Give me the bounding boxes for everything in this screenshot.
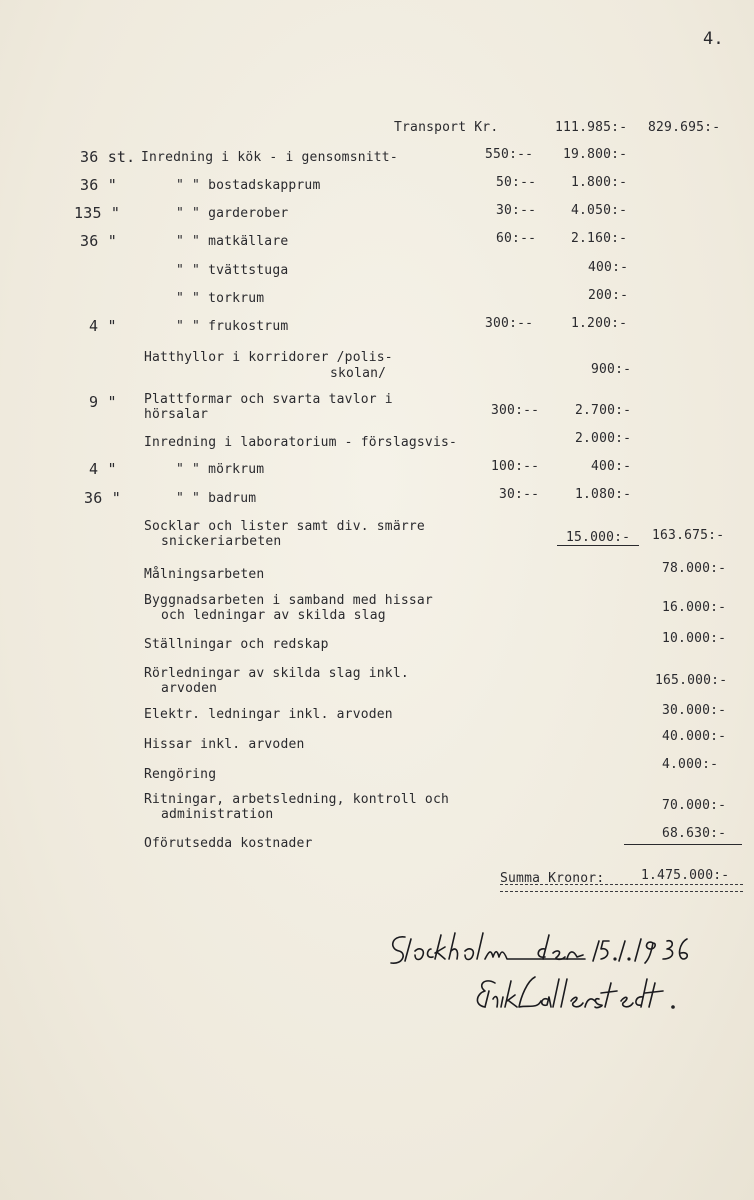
morkrum-sub: 400:-: [591, 459, 632, 474]
row-unit-price: 550:--: [485, 147, 534, 162]
cost-item-amount: 78.000:-: [662, 561, 727, 576]
row-quantity: 135 ": [74, 204, 121, 222]
plattformar-unit: 300:--: [491, 403, 540, 418]
socklar-line1: Socklar och lister samt div. smärre: [144, 519, 425, 534]
row-description: " " garderober: [176, 206, 289, 221]
cost-item-label: Byggnadsarbeten i samband med hissar: [144, 593, 433, 608]
row-subtotal: 1.200:-: [571, 316, 628, 331]
row-unit-price: 300:--: [485, 316, 534, 331]
cost-item-amount: 4.000:-: [662, 757, 719, 772]
cost-item-amount: 70.000:-: [662, 798, 727, 813]
page-number: 4.: [703, 29, 724, 49]
cost-item-label: Ställningar och redskap: [144, 637, 329, 652]
row-subtotal: 4.050:-: [571, 203, 628, 218]
row-unit-price: 50:--: [496, 175, 537, 190]
row-quantity: 4 ": [89, 317, 117, 335]
socklar-underline: [557, 545, 639, 546]
socklar-sub: 15.000:-: [566, 530, 631, 545]
cost-item-label: Ritningar, arbetsledning, kontroll och: [144, 792, 450, 807]
row-quantity: 36 ": [80, 232, 117, 250]
morkrum-unit: 100:--: [491, 459, 540, 474]
cost-item-amount: 68.630:-: [662, 826, 727, 841]
transport-subtotal: 111.985:-: [555, 120, 628, 135]
row-subtotal: 1.800:-: [571, 175, 628, 190]
row-description: " " torkrum: [176, 291, 265, 306]
morkrum-qty: 4 ": [89, 460, 117, 478]
socklar-line2: snickeriarbeten: [161, 534, 282, 549]
cost-item-label: Rörledningar av skilda slag inkl.: [144, 666, 409, 681]
cost-item-label: Hissar inkl. arvoden: [144, 737, 305, 752]
row-description: Inredning i kök - i gensomsnitt-: [141, 150, 398, 165]
cost-item-label: Elektr. ledningar inkl. arvoden: [144, 707, 393, 722]
morkrum-desc: " " mörkrum: [176, 462, 265, 477]
transport-label: Transport Kr.: [394, 120, 499, 135]
row-quantity: 36 ": [80, 176, 117, 194]
summa-value: 1.475.000:-: [641, 868, 730, 883]
row-description: " " frukostrum: [176, 319, 289, 334]
transport-total: 829.695:-: [648, 120, 721, 135]
hatthyllor-line1: Hatthyllor i korridorer /polis-: [144, 350, 393, 365]
badrum-sub: 1.080:-: [575, 487, 632, 502]
row-description: " " bostadskapprum: [176, 178, 321, 193]
row-unit-price: 60:--: [496, 231, 537, 246]
cost-item-amount: 10.000:-: [662, 631, 727, 646]
row-subtotal: 2.160:-: [571, 231, 628, 246]
plattformar-line2: hörsalar: [144, 407, 209, 422]
cost-item-label-cont: administration: [161, 807, 274, 822]
cost-item-label-cont: arvoden: [161, 681, 218, 696]
badrum-unit: 30:--: [499, 487, 540, 502]
badrum-qty: 36 ": [84, 489, 121, 507]
badrum-desc: " " badrum: [176, 491, 257, 506]
row-subtotal: 19.800:-: [563, 147, 628, 162]
plattformar-line1: Plattformar och svarta tavlor i: [144, 392, 393, 407]
socklar-total: 163.675:-: [652, 528, 725, 543]
total-underline: [624, 844, 742, 845]
cost-item-amount: 30.000:-: [662, 703, 727, 718]
summa-double-rule: [500, 884, 743, 892]
row-subtotal: 200:-: [588, 288, 629, 303]
cost-item-amount: 40.000:-: [662, 729, 727, 744]
cost-item-amount: 165.000:-: [655, 673, 728, 688]
row-quantity: 36 st.: [80, 148, 136, 166]
row-unit-price: 30:--: [496, 203, 537, 218]
row-description: " " matkällare: [176, 234, 289, 249]
row-description: " " tvättstuga: [176, 263, 289, 278]
laboratorium-sub: 2.000:-: [575, 431, 632, 446]
row-subtotal: 400:-: [588, 260, 629, 275]
cost-item-label-cont: och ledningar av skilda slag: [161, 608, 386, 623]
cost-item-label: Rengöring: [144, 767, 217, 782]
summa-label: Summa Kronor:: [500, 871, 605, 886]
plattformar-qty: 9 ": [89, 393, 117, 411]
laboratorium-desc: Inredning i laboratorium - förslagsvis-: [144, 435, 458, 450]
hatthyllor-line2: skolan/: [330, 366, 387, 381]
handwritten-signature: [385, 925, 705, 1030]
cost-item-label: Målningsarbeten: [144, 567, 265, 582]
cost-item-amount: 16.000:-: [662, 600, 727, 615]
hatthyllor-sub: 900:-: [591, 362, 632, 377]
cost-item-label: Oförutsedda kostnader: [144, 836, 313, 851]
plattformar-sub: 2.700:-: [575, 403, 632, 418]
